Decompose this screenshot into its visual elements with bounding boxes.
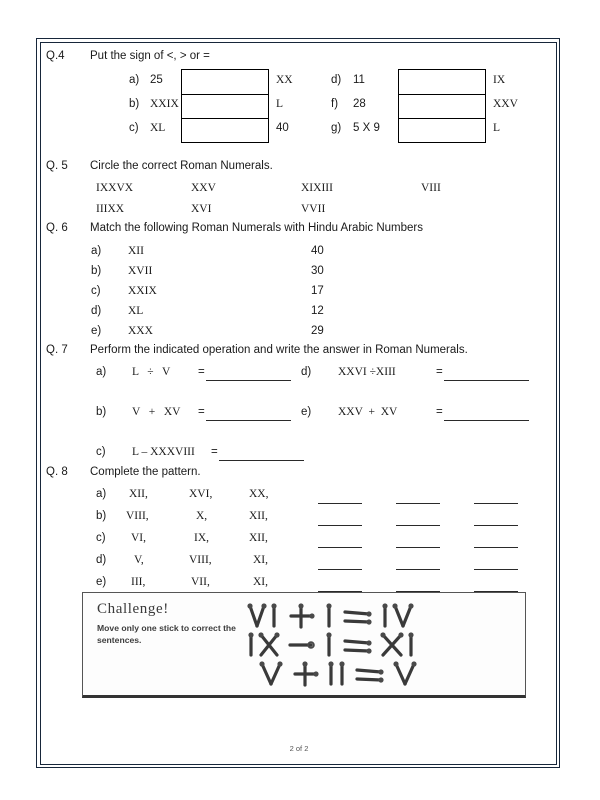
q7-answer-line-c[interactable] <box>219 460 304 461</box>
q8-term-3-0: V, <box>134 554 144 566</box>
q8-term-1-2: XII, <box>249 510 268 522</box>
q4-left-right-2: 40 <box>276 122 289 134</box>
q7-number: Q. 7 <box>46 344 68 356</box>
q8-label-0: a) <box>96 488 107 500</box>
q4-left-value-0: 25 <box>150 74 163 86</box>
q6-row-roman-3[interactable]: XL <box>128 305 144 317</box>
q7-answer-line-d[interactable] <box>444 380 529 381</box>
q8-blank-2-0[interactable] <box>318 547 362 548</box>
q8-term-2-1: IX, <box>194 532 210 544</box>
q7-expr-a: L ÷ V <box>132 366 171 378</box>
q6-title: Match the following Roman Numerals with Hindu Arabic Numbers <box>90 222 424 234</box>
q7-title: Perform the indicated operation and write the answer in Roman Numerals. <box>90 344 468 356</box>
q5-title: Circle the correct Roman Numerals. <box>90 160 273 172</box>
matchstick-numeral-ii <box>323 659 351 694</box>
q5-number: Q. 5 <box>46 160 68 172</box>
q6-row-label-2: c) <box>91 285 101 297</box>
q4-left-label-2: c) <box>129 122 139 134</box>
q4-right-right-2: L <box>493 122 501 134</box>
q6-row-label-3: d) <box>91 305 102 317</box>
q8-label-4: e) <box>96 576 107 588</box>
q4-left-right-0: XX <box>276 74 293 86</box>
challenge-subtitle: Move only one stick to correct the sentences. <box>97 623 236 645</box>
q5-option-0[interactable]: IXXVX <box>96 182 134 194</box>
page-footer: 2 of 2 <box>289 744 309 753</box>
q8-blank-0-2[interactable] <box>474 503 518 504</box>
matchstick-numeral-v <box>255 659 289 694</box>
q5-option-1[interactable]: XXV <box>191 182 216 194</box>
q8-term-2-0: VI, <box>131 532 147 544</box>
q8-blank-1-0[interactable] <box>318 525 362 526</box>
q4-title: Put the sign of <, > or = <box>90 50 210 62</box>
q4-right-label-2: g) <box>331 122 342 134</box>
q5-option-6[interactable]: VVII <box>301 203 326 215</box>
q5-option-3[interactable]: VIII <box>421 182 441 194</box>
challenge-box <box>82 592 526 698</box>
q4-right-label-0: d) <box>331 74 342 86</box>
q6-row-roman-0[interactable]: XII <box>128 245 144 257</box>
q8-number: Q. 8 <box>46 466 68 478</box>
q4-right-value-1: 28 <box>353 98 366 110</box>
q6-row-roman-2[interactable]: XXIX <box>128 285 157 297</box>
q6-row-label-4: e) <box>91 325 102 337</box>
matchstick-numeral-v-result <box>389 659 423 694</box>
q4-left-label-1: b) <box>129 98 140 110</box>
q7-label-d: d) <box>301 366 312 378</box>
q4-right-label-1: f) <box>331 98 339 110</box>
q7-expr-b: V + XV <box>132 406 181 418</box>
worksheet-content <box>46 44 552 760</box>
q6-row-number-2[interactable]: 17 <box>311 285 324 297</box>
q8-blank-3-2[interactable] <box>474 569 518 570</box>
q8-term-0-1: XVI, <box>189 488 213 500</box>
q8-term-1-0: VIII, <box>126 510 149 522</box>
q4-number: Q.4 <box>46 50 65 62</box>
q4-left-right-1: L <box>276 98 284 110</box>
q7-answer-line-e[interactable] <box>444 420 529 421</box>
q6-number: Q. 6 <box>46 222 68 234</box>
q4-right-value-2: 5 X 9 <box>353 122 380 134</box>
q8-term-0-0: XII, <box>129 488 148 500</box>
q7-equals-c: = <box>211 446 218 458</box>
q6-row-number-4[interactable]: 29 <box>311 325 324 337</box>
q8-term-4-0: III, <box>131 576 146 588</box>
q4-left-value-1: XXIX <box>150 98 179 110</box>
q4-answer-box-g[interactable] <box>399 119 485 144</box>
q6-row-roman-4[interactable]: XXX <box>128 325 153 337</box>
q4-right-answer-boxes[interactable] <box>398 69 486 143</box>
q7-answer-line-b[interactable] <box>206 420 291 421</box>
matchstick-equals-2 <box>351 659 389 694</box>
q4-right-right-0: IX <box>493 74 506 86</box>
matchstick-operator-plus-1 <box>289 659 323 694</box>
q4-answer-box-c[interactable] <box>182 119 268 144</box>
q8-label-3: d) <box>96 554 107 566</box>
q8-title: Complete the pattern. <box>90 466 201 478</box>
q8-blank-2-2[interactable] <box>474 547 518 548</box>
q8-label-1: b) <box>96 510 107 522</box>
q8-blank-0-0[interactable] <box>318 503 362 504</box>
q8-blank-1-2[interactable] <box>474 525 518 526</box>
q8-blank-3-0[interactable] <box>318 569 362 570</box>
q6-row-roman-1[interactable]: XVII <box>128 265 153 277</box>
q8-label-2: c) <box>96 532 106 544</box>
q8-term-1-1: X, <box>196 510 208 522</box>
q4-answer-box-f[interactable] <box>399 95 485 120</box>
q7-label-b: b) <box>96 406 107 418</box>
q8-blank-3-1[interactable] <box>396 569 440 570</box>
q7-expr-e: XXV + XV <box>338 406 398 418</box>
q4-left-answer-boxes[interactable] <box>181 69 269 143</box>
q5-option-4[interactable]: IIIXX <box>96 203 125 215</box>
q7-expr-c: L – XXXVIII <box>132 446 195 458</box>
q8-term-3-2: XI, <box>253 554 269 566</box>
q4-right-right-1: XXV <box>493 98 518 110</box>
q8-term-4-2: XI, <box>253 576 269 588</box>
q7-equals-d: = <box>436 366 443 378</box>
q4-right-value-0: 11 <box>353 74 365 86</box>
q7-label-a: a) <box>96 366 107 378</box>
q7-label-e: e) <box>301 406 312 418</box>
q8-term-2-2: XII, <box>249 532 268 544</box>
q8-blank-0-1[interactable] <box>396 503 440 504</box>
q6-row-number-1[interactable]: 30 <box>311 265 324 277</box>
q7-expr-d: XXVI ÷XIII <box>338 366 396 378</box>
q4-answer-box-d[interactable] <box>399 70 485 95</box>
q7-equals-a: = <box>198 366 205 378</box>
q6-row-number-3[interactable]: 12 <box>311 305 324 317</box>
q7-equals-b: = <box>198 406 205 418</box>
q4-left-value-2: XL <box>150 122 166 134</box>
challenge-equation-2 <box>255 659 423 694</box>
q4-left-label-0: a) <box>129 74 140 86</box>
q6-row-label-1: b) <box>91 265 102 277</box>
q8-term-4-1: VII, <box>191 576 210 588</box>
q4-answer-box-a[interactable] <box>182 70 268 95</box>
q7-label-c: c) <box>96 446 106 458</box>
q8-term-3-1: VIII, <box>189 554 212 566</box>
q7-answer-line-a[interactable] <box>206 380 291 381</box>
q5-option-2[interactable]: XIXIII <box>301 182 333 194</box>
q7-equals-e: = <box>436 406 443 418</box>
q6-row-label-0: a) <box>91 245 102 257</box>
q5-option-5[interactable]: XVI <box>191 203 212 215</box>
q6-row-number-0[interactable]: 40 <box>311 245 324 257</box>
q8-term-0-2: XX, <box>249 488 269 500</box>
challenge-title: Challenge! <box>97 601 169 617</box>
q8-blank-2-1[interactable] <box>396 547 440 548</box>
q4-answer-box-b[interactable] <box>182 95 268 120</box>
q8-blank-1-1[interactable] <box>396 525 440 526</box>
